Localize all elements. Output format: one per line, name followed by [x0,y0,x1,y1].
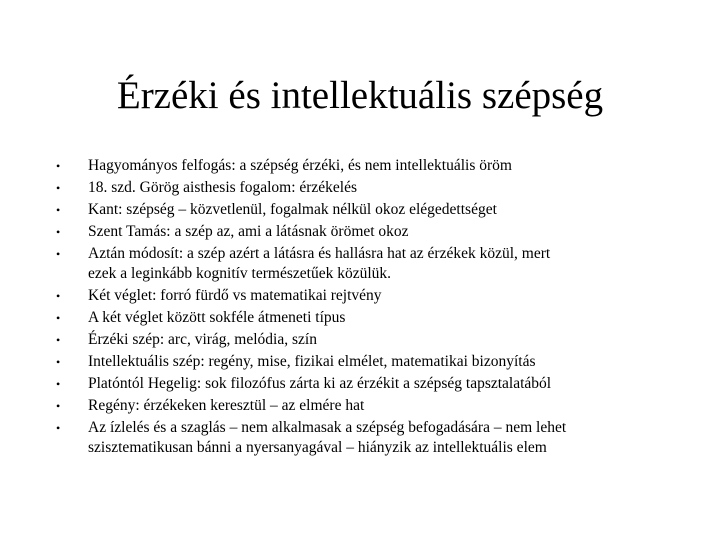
bullet-icon: • [56,159,61,173]
bullet-text: Regény: érzékeken keresztül – az elmére hat [88,397,365,414]
bullet-text: Szent Tamás: a szép az, ami a látásnak örömet okoz [88,223,409,240]
bullet-icon: • [56,203,61,217]
list-item [56,178,696,198]
list-item [56,308,696,328]
bullet-text: Két véglet: forró fürdő vs matematikai rejtvény [88,287,382,304]
list-item [56,156,696,176]
bullet-icon: • [56,311,61,325]
bullet-icon: • [56,247,61,261]
bullet-icon: • [56,399,61,413]
bullet-icon: • [56,355,61,369]
bullet-icon: • [56,181,61,195]
slide-title: Érzéki és intellektuális szépség [116,74,604,117]
list-item [56,330,696,350]
bullet-icon: • [56,377,61,391]
list-item [56,352,696,372]
bullet-text: A két véglet között sokféle átmeneti típus [88,309,346,326]
list-item [56,418,696,458]
bullet-icon: • [56,421,61,435]
bullet-text: Intellektuális szép: regény, mise, fizikai elmélet, matematikai bizonyítás [88,353,536,370]
bullet-text: Hagyományos felfogás: a szépség érzéki, és nem intellektuális öröm [88,157,512,174]
bullet-text: 18. szd. Görög aisthesis fogalom: érzékelés [88,179,358,196]
bullet-text: Az ízlelés és a szaglás – nem alkalmasak a szépség befogadására – nem lehet szisztematikusan bánni a nyersanyagával – hiányzik az intellektuális elem [88,419,567,456]
bullet-text: Aztán módosít: a szép azért a látásra és hallásra hat az érzékek közül, mert ezek a leginkább kognitív természetűek közülük. [88,245,551,282]
list-item [56,396,696,416]
bullet-text: Platóntól Hegelig: sok filozófus zárta ki az érzékit a szépség tapsztalatából [88,375,552,392]
list-item [56,286,696,306]
list-item [56,200,696,220]
bullet-list [56,156,696,460]
list-item [56,244,696,284]
list-item [56,222,696,242]
bullet-text: Érzéki szép: arc, virág, melódia, szín [88,331,317,348]
bullet-text: Kant: szépség – közvetlenül, fogalmak nélkül okoz elégedettséget [88,201,497,218]
list-item [56,374,696,394]
bullet-icon: • [56,289,61,303]
bullet-icon: • [56,333,61,347]
bullet-icon: • [56,225,61,239]
